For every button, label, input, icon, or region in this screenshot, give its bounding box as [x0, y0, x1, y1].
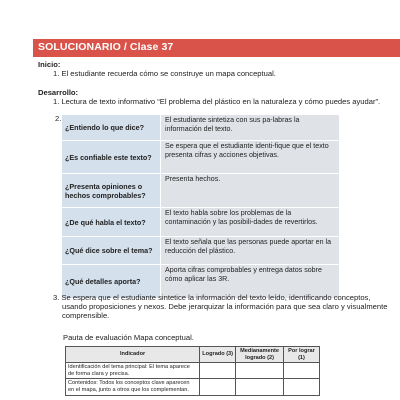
- page-title: SOLUCIONARIO / Clase 37: [38, 41, 174, 53]
- table-row: [62, 174, 339, 208]
- table-row: [62, 115, 339, 141]
- inicio-heading: Inicio:: [38, 60, 61, 69]
- table-row: [62, 208, 339, 237]
- question-cell: ¿Entiendo lo que dice?: [62, 115, 160, 141]
- inicio-item-1: 1. El estudiante recuerda cómo se construye un mapa conceptual.: [53, 69, 276, 78]
- pauta-title: Pauta de evaluación Mapa conceptual.: [63, 333, 194, 342]
- desarrollo-heading: Desarrollo:: [38, 88, 79, 97]
- score-cell: [236, 363, 284, 379]
- question-table: [62, 115, 339, 286]
- header-indicador: Indicador: [66, 347, 200, 363]
- table-row: [62, 237, 339, 265]
- answer-cell: Aporta cifras comprobables y entrega datos sobre cómo aplicar las 3R.: [160, 265, 339, 299]
- table-row: [66, 363, 320, 379]
- score-cell: [283, 363, 319, 379]
- score-cell: [200, 379, 236, 395]
- header-medianamente: Medianamente logrado (2): [236, 347, 284, 363]
- score-cell: [200, 363, 236, 379]
- pauta-header-row: [66, 347, 320, 363]
- desarrollo-item-3-line-1: 3. Se espera que el estudiante sintetice la información del texto leído, identificando conceptos,: [53, 293, 371, 302]
- table-row: [62, 141, 339, 174]
- indicador-cell: Contenidos: Todos los conceptos clave aparecen en el mapa, junto a otros que los complementan.: [66, 379, 200, 395]
- answer-cell: El texto señala que las personas puede aportar en la reducción del plástico.: [160, 237, 339, 265]
- score-cell: [236, 379, 284, 395]
- question-cell: ¿Presenta opiniones o hechos comprobables?: [62, 174, 160, 208]
- answer-cell: Presenta hechos.: [160, 174, 339, 208]
- pauta-table: [65, 346, 320, 396]
- question-cell: ¿Qué detalles aporta?: [62, 265, 160, 299]
- indicador-cell: Identificación del tema principal: El tema aparece de forma clara y precisa.: [66, 363, 200, 379]
- header-logrado: Logrado (3): [200, 347, 236, 363]
- question-cell: ¿De qué habla el texto?: [62, 208, 160, 237]
- answer-cell: El texto habla sobre los problemas de la contaminación y las posibili-dades de revertirlos.: [160, 208, 339, 237]
- question-cell: ¿Qué dice sobre el tema?: [62, 237, 160, 265]
- desarrollo-item-1: 1. Lectura de texto informativo “El problema del plástico en la naturaleza y cómo puedes ayudar”.: [53, 97, 381, 106]
- question-cell: ¿Es confiable este texto?: [62, 141, 160, 174]
- desarrollo-item-3-line-2: usando proposiciones y nexos. Debe jerarquizar la información para que sea claro y visualmente: [62, 302, 388, 311]
- answer-cell: Se espera que el estudiante identi-fique que el texto presenta cifras y acciones objetivas.: [160, 141, 339, 174]
- desarrollo-item-2-number: 2.: [55, 114, 62, 123]
- answer-cell: El estudiante sintetiza con sus pa-labras la información del texto.: [160, 115, 339, 141]
- score-cell: [283, 379, 319, 395]
- desarrollo-item-3-line-3: comprensible.: [62, 311, 110, 320]
- table-row: [66, 379, 320, 395]
- header-por-lograr: Por lograr (1): [283, 347, 319, 363]
